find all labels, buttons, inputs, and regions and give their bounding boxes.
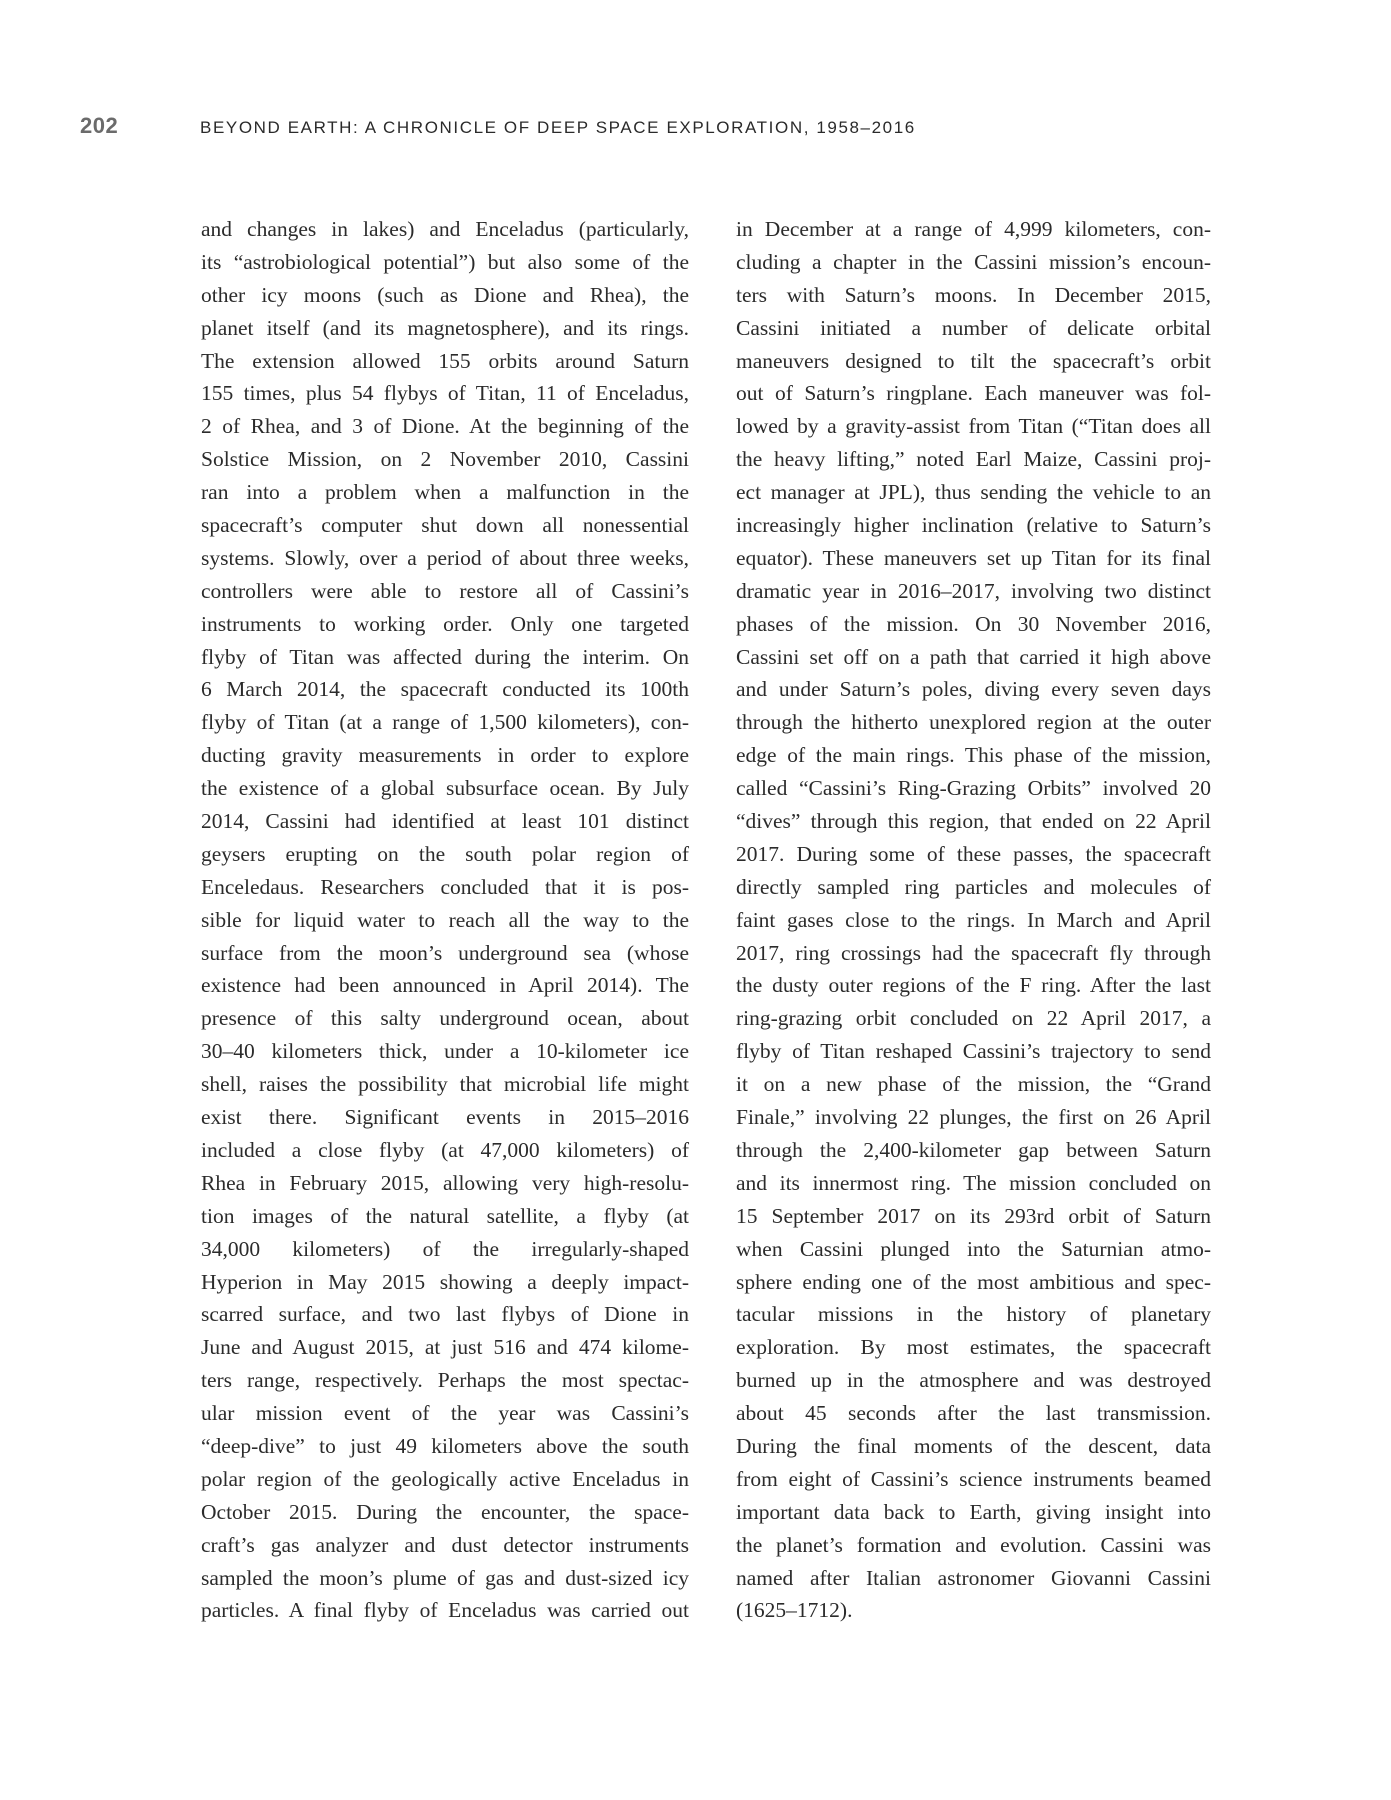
text-line: the planet’s formation and evolution. Cassini was [736,1532,1211,1557]
text-line: out of Saturn’s ringplane. Each maneuver was fol- [736,381,1211,406]
text-line: ring-grazing orbit concluded on 22 April 2017, a [736,1006,1211,1031]
text-line: increasingly higher inclination (relative to Saturn’s [736,513,1211,538]
text-line: 2014, Cassini had identified at least 101 distinct [201,809,689,834]
text-line: spacecraft’s computer shut down all nonessential [201,513,689,538]
text-line: ular mission event of the year was Cassini’s [201,1401,689,1426]
text-line: (1625–1712). [736,1598,853,1623]
text-line: During the final moments of the descent, data [736,1433,1211,1458]
text-line: directly sampled ring particles and molecules of [736,874,1211,899]
text-line: geysers erupting on the south polar region of [201,841,689,866]
text-line: exist there. Significant events in 2015–2016 [201,1105,689,1130]
text-line: edge of the main rings. This phase of the mission, [736,743,1211,768]
text-line: polar region of the geologically active Enceladus in [201,1466,689,1491]
text-line: and its innermost ring. The mission concluded on [736,1170,1211,1195]
text-line: ters range, respectively. Perhaps the most spectac- [201,1368,689,1393]
text-line: ters with Saturn’s moons. In December 2015, [736,282,1211,307]
text-line: included a close flyby (at 47,000 kilometers) of [201,1137,689,1162]
text-line: October 2015. During the encounter, the space- [201,1499,689,1524]
text-line: ducting gravity measurements in order to explore [201,743,689,768]
text-line: burned up in the atmosphere and was destroyed [736,1368,1211,1393]
text-line: faint gases close to the rings. In March and April [736,907,1211,932]
text-line: ran into a problem when a malfunction in the [201,480,689,505]
text-line: it on a new phase of the mission, the “Grand [736,1072,1211,1097]
text-line: 34,000 kilometers) of the irregularly-shaped [201,1236,689,1261]
text-line: Solstice Mission, on 2 November 2010, Cassini [201,447,689,472]
text-line: called “Cassini’s Ring-Grazing Orbits” involved 20 [736,776,1211,801]
right-text-column [736,213,1211,1627]
text-line: 2017, ring crossings had the spacecraft fly through [736,940,1211,965]
text-line: maneuvers designed to tilt the spacecraft’s orbit [736,348,1211,373]
text-line: dramatic year in 2016–2017, involving two distinct [736,578,1211,603]
text-line: 15 September 2017 on its 293rd orbit of Saturn [736,1203,1211,1228]
text-line: about 45 seconds after the last transmission. [736,1401,1211,1426]
text-line: scarred surface, and two last flybys of Dione in [201,1302,689,1327]
text-line: particles. A final flyby of Enceladus was carried out [201,1598,689,1623]
text-line: sphere ending one of the most ambitious and spec- [736,1269,1211,1294]
text-line: “dives” through this region, that ended on 22 April [736,809,1211,834]
text-line: presence of this salty underground ocean, about [201,1006,689,1031]
text-line: and changes in lakes) and Enceladus (particularly, [201,217,689,241]
text-line: surface from the moon’s underground sea (whose [201,940,689,965]
text-line: June and August 2015, at just 516 and 474 kilome- [201,1335,689,1360]
text-line: 2 of Rhea, and 3 of Dione. At the beginning of the [201,414,689,439]
text-line: equator). These maneuvers set up Titan for its final [736,545,1211,570]
text-line: Hyperion in May 2015 showing a deeply impact- [201,1269,689,1294]
text-line: the heavy lifting,” noted Earl Maize, Cassini proj- [736,447,1211,472]
text-line: important data back to Earth, giving insight into [736,1499,1211,1524]
text-line: through the hitherto unexplored region at the outer [736,710,1211,735]
text-line: cluding a chapter in the Cassini mission’s encoun- [736,249,1211,274]
text-line: its “astrobiological potential”) but also some of the [201,249,689,274]
text-line: tion images of the natural satellite, a flyby (at [201,1203,689,1228]
text-line: when Cassini plunged into the Saturnian atmo- [736,1236,1211,1261]
page-number: 202 [80,113,119,138]
text-line: and under Saturn’s poles, diving every seven days [736,677,1211,702]
text-line: Rhea in February 2015, allowing very high-resolu- [201,1170,689,1195]
text-line: planet itself (and its magnetosphere), and its rings. [201,315,689,340]
text-line: 6 March 2014, the spacecraft conducted its 100th [201,677,689,702]
text-line: The extension allowed 155 orbits around Saturn [201,348,689,373]
text-line: through the 2,400-kilometer gap between Saturn [736,1137,1211,1162]
text-line: flyby of Titan was affected during the interim. On [201,644,689,669]
text-line: sampled the moon’s plume of gas and dust-sized icy [201,1565,689,1590]
text-line: Cassini initiated a number of delicate orbital [736,315,1211,340]
text-line: exploration. By most estimates, the spacecraft [736,1335,1211,1360]
text-line: Enceledaus. Researchers concluded that it is pos- [201,874,689,899]
left-text-column [201,213,689,1627]
text-line: flyby of Titan reshaped Cassini’s trajectory to send [736,1039,1211,1064]
text-line: in December at a range of 4,999 kilometers, con- [736,217,1211,241]
text-line: from eight of Cassini’s science instruments beamed [736,1466,1211,1491]
text-line: craft’s gas analyzer and dust detector instruments [201,1532,689,1557]
text-line: controllers were able to restore all of Cassini’s [201,578,689,603]
text-line: ect manager at JPL), thus sending the vehicle to an [736,480,1211,505]
text-line: named after Italian astronomer Giovanni Cassini [736,1565,1211,1590]
running-head [80,113,916,137]
text-line: 155 times, plus 54 flybys of Titan, 11 of Enceladus, [201,381,689,406]
text-line: existence had been announced in April 2014). The [201,973,689,998]
text-line: “deep-dive” to just 49 kilometers above the south [201,1433,689,1458]
text-line: shell, raises the possibility that microbial life might [201,1072,689,1097]
text-line: tacular missions in the history of planetary [736,1302,1211,1327]
text-line: other icy moons (such as Dione and Rhea), the [201,282,689,307]
text-line: lowed by a gravity-assist from Titan (“Titan does all [736,414,1211,439]
text-line: flyby of Titan (at a range of 1,500 kilometers), con- [201,710,689,735]
text-line: phases of the mission. On 30 November 2016, [736,611,1211,636]
book-title: BEYOND EARTH: A CHRONICLE OF DEEP SPACE EXPLORATION, 1958–2016 [200,118,916,137]
text-line: Cassini set off on a path that carried it high above [736,644,1211,669]
text-line: systems. Slowly, over a period of about three weeks, [201,545,689,570]
text-line: 30–40 kilometers thick, under a 10-kilometer ice [201,1039,689,1064]
text-line: Finale,” involving 22 plunges, the first on 26 April [736,1105,1211,1130]
text-line: 2017. During some of these passes, the spacecraft [736,841,1211,866]
text-line: the dusty outer regions of the F ring. After the last [736,973,1211,998]
text-line: instruments to working order. Only one targeted [201,611,689,636]
text-line: sible for liquid water to reach all the way to the [201,907,689,932]
text-line: the existence of a global subsurface ocean. By July [201,776,689,801]
